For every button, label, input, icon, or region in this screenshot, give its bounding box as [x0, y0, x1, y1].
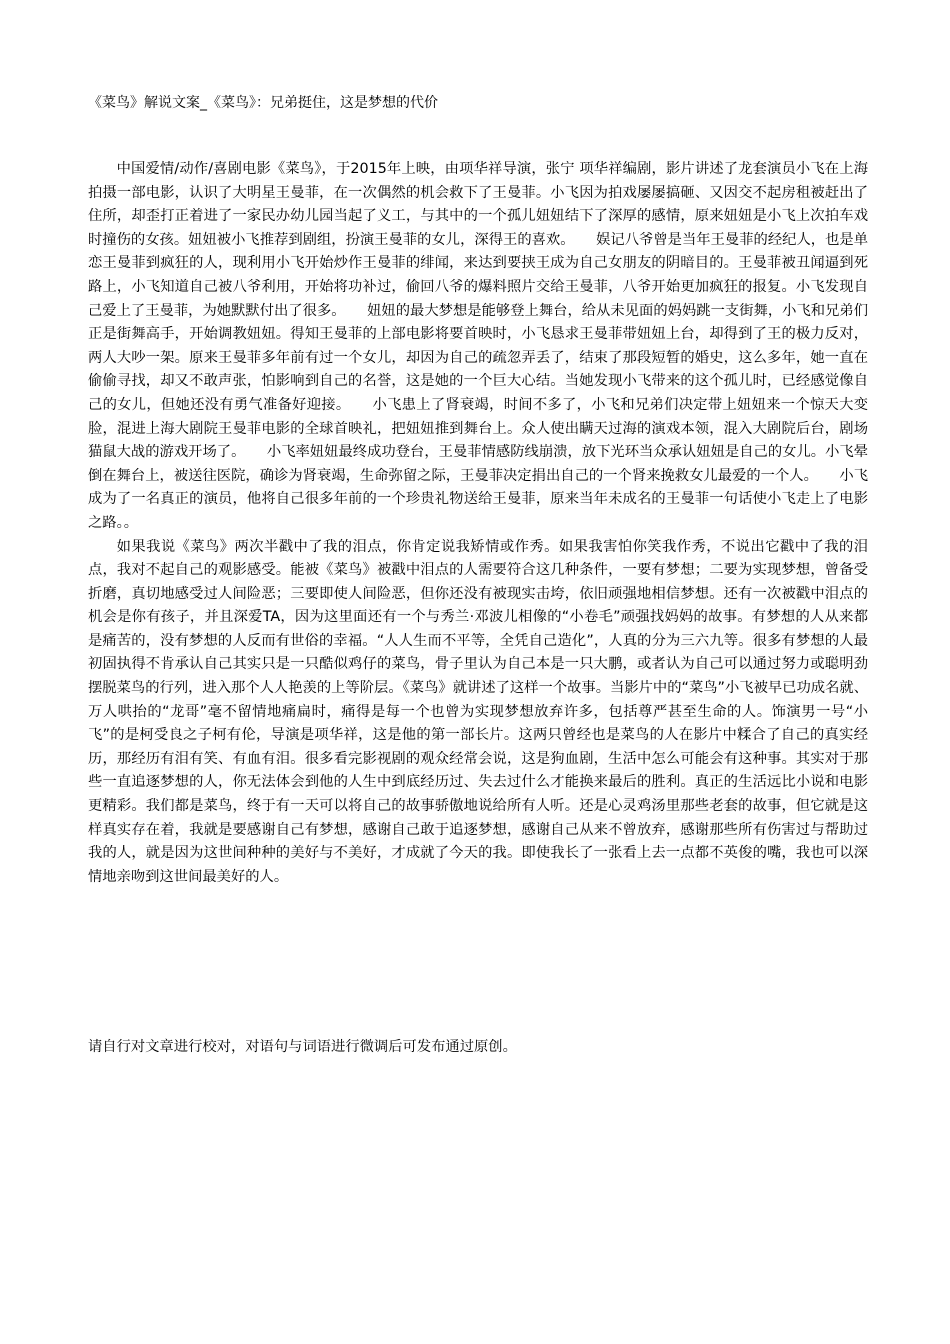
document-body: [88, 92, 868, 889]
document-title: 《菜鸟》解说文案_《菜鸟》：兄弟挺住，这是梦想的代价: [88, 95, 438, 111]
paragraph-plot-summary: 中国爱情/动作/喜剧电影《菜鸟》，于2015年上映，由项华祥导演，张宁 项华祥编剧，影片讲述了龙套演员小飞在上海拍摄一部电影，认识了大明星王曼菲，在一次偶然的机会救下了王曼菲。小飞因为拍戏屡屡搞砸、又因交不起房租被赶出了住所，却歪打正着进了一家民办幼儿园当起了义工，与其中的一个孤儿妞妞结下了深厚的感情，原来妞妞是小飞上次拍车戏时撞伤的女孩。妞妞被小飞推荐到剧组，扮演王曼菲的女儿，深得王的喜欢。 娱记八爷曾是当年王曼菲的经纪人，也是单恋王曼菲到疯狂的人，现利用小飞开始炒作王曼菲的绯闻，来达到要挟王成为自己女朋友的阴暗目的。王曼菲被丑闻逼到死路上，小飞知道自己被八爷利用，开始将功补过，偷回八爷的爆料照片交给王曼菲，八爷开始更加疯狂的报复。小飞发现自己爱上了王曼菲，为她默默付出了很多。 妞妞的最大梦想是能够登上舞台，给从未见面的妈妈跳一支街舞，小飞和兄弟们正是街舞高手，开始调教妞妞。得知王曼菲的上部电影将要首映时，小飞恳求王曼菲带妞妞上台，却得到了王的极力反对，两人大吵一架。原来王曼菲多年前有过一个女儿，却因为自己的疏忽弄丢了，结束了那段短暂的婚史，这么多年，她一直在偷偷寻找，却又不敢声张，怕影响到自己的名誉，这是她的一个巨大心结。当她发现小飞带来的这个孤儿时，已经感觉像自己的女儿，但她还没有勇气准备好迎接。 小飞患上了肾衰竭，时间不多了，小飞和兄弟们决定带上妞妞来一个惊天大变脸，混进上海大剧院王曼菲电影的全球首映礼，把妞妞推到舞台上。众人使出瞒天过海的演戏本领，混入大剧院后台，剧场猫鼠大战的游戏开场了。 小飞率妞妞最终成功登台，王曼菲情感防线崩溃，放下光环当众承认妞妞是自己的女儿。小飞晕倒在舞台上，被送往医院，确诊为肾衰竭，生命弥留之际，王曼菲决定捐出自己的一个肾来挽救女儿最爱的一个人。 小飞成为了一名真正的演员，他将自己很多年前的一个珍贵礼物送给王曼菲，原来当年未成名的王曼菲一句话使小飞走上了电影之路。。: [88, 161, 868, 531]
paragraph-review: 如果我说《菜鸟》两次半戳中了我的泪点，你肯定说我矫情或作秀。如果我害怕你笑我作秀，不说出它戳中了我的泪点，我对不起自己的观影感受。能被《菜鸟》被戳中泪点的人需要符合这几种条件，一要有梦想；二要为实现梦想，曾备受折磨，真切地感受过人间险恶；三要即使人间险恶，但你还没有被现实击垮，依旧顽强地相信梦想。还有一次被戳中泪点的机会是你有孩子，并且深爱TA，因为这里面还有一个与秀兰·邓波儿相像的“小卷毛”顽强找妈妈的故事。有梦想的人从来都是痛苦的，没有梦想的人反而有世俗的幸福。“人人生而不平等，全凭自己造化”，人真的分为三六九等。很多有梦想的人最初固执得不肯承认自己其实只是一只酷似鸡仔的菜鸟，骨子里认为自己本是一只大鹏，或者认为自己可以通过努力或聪明劲摆脱菜鸟的行列，进入那个人人艳羡的上等阶层。《菜鸟》就讲述了这样一个故事。当影片中的“菜鸟”小飞被早已功成名就、万人哄抬的“龙哥”毫不留情地痛扁时，痛得是每一个也曾为实现梦想放弃许多，包括尊严甚至生命的人。饰演男一号“小飞”的是柯受良之子柯有伦，导演是项华祥，这是他的第一部长片。这两只曾经也是菜鸟的人在影片中糅合了自己的真实经历，那经历有泪有笑、有血有泪。很多看完影视剧的观众经常会说，这是狗血剧，生活中怎么可能会有这种事。其实对于那些一直追逐梦想的人，你无法体会到他的人生中到底经历过、失去过什么才能换来最后的胜利。真正的生活远比小说和电影更精彩。我们都是菜鸟，终于有一天可以将自己的故事骄傲地说给所有人听。还是心灵鸡汤里那些老套的故事，但它就是这样真实存在着，我就是要感谢自己有梦想，感谢自己敢于追逐梦想，感谢自己从来不曾放弃，感谢那些所有伤害过与帮助过我的人，就是因为这世间种种的美好与不美好，才成就了今天的我。即使我长了一张看上去一点都不英俊的嘴，我也可以深情地亲吻到这世间最美好的人。: [88, 538, 868, 885]
footer-note: 请自行对文章进行校对，对语句与词语进行微调后可发布通过原创。: [88, 1039, 517, 1055]
